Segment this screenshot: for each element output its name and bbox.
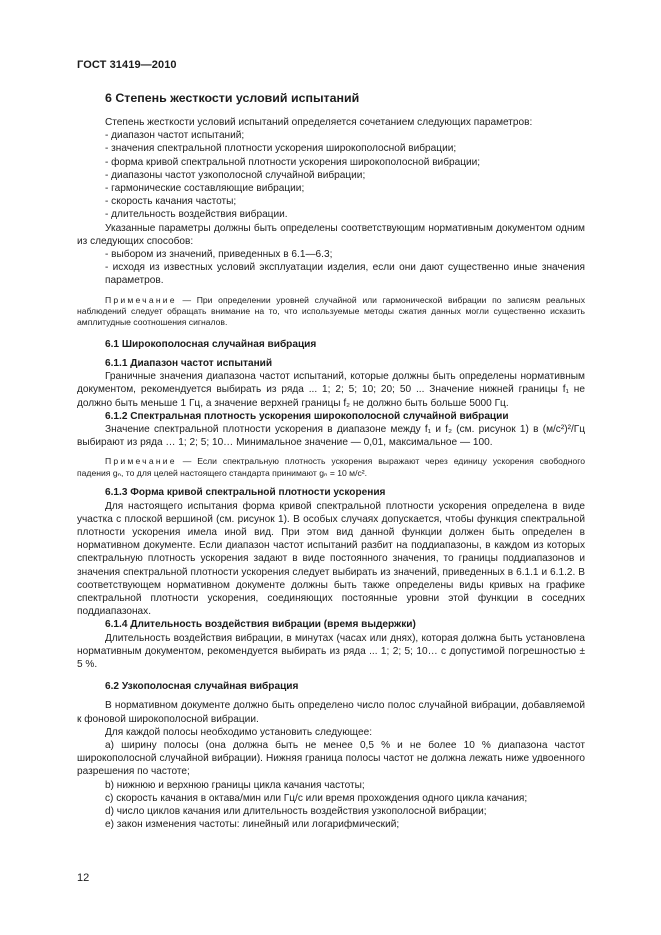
paragraph: Степень жесткости условий испытаний определяется сочетанием следующих параметров: [105,117,533,128]
note [77,295,585,329]
paragraph: Длительность воздействия вибрации, в минутах (часах или днях), которая должна быть установлена нормативным документом, рекомендуется выбирать из ряда ... 1; 2; 5; 10… с допустимой погрешностью ± 5 %. [77,632,585,670]
document-body [77,90,585,831]
list-item: b) нижнюю и верхнюю границы цикла качания частоты; [105,779,365,791]
paragraph: В нормативном документе должно быть определено число полос случайной вибрации, добавляемой к фоновой широкополосной вибрации. [77,700,585,725]
list-item: - диапазоны частот узкополосной случайной вибрации; [105,169,366,181]
list-item: а) ширину полосы (она должна быть не менее 0,5 % и не более 10 % диапазона частот широкополосной случайной вибрации). Нижняя граница полосы частот не должна лежать ниже удвоенного разрешения по частоте; [77,739,585,778]
note-label: Примечание [105,294,177,305]
section-6-1-2-title: 6.1.2 Спектральная плотность ускорения широкополосной случайной вибрации [105,410,509,422]
list-item: d) число циклов качания или длительность воздействия узкополосной вибрации; [105,805,487,817]
note-text: — При определении уровней случайной или гармонической вибрации по записям реальных наблюдений следует обращать внимание на то, что используемые методы сжатия данных могли существенно исказить амплитудные соотношения сигналов. [77,294,585,328]
section-6-1-3-title: 6.1.3 Форма кривой спектральной плотности ускорения [105,487,386,499]
list-item: - форма кривой спектральной плотности ускорения широкополосной вибрации; [105,156,481,168]
section-6-1-title: 6.1 Широкополосная случайная вибрация [105,338,317,350]
section-6-2-title: 6.2 Узкополосная случайная вибрация [105,681,299,693]
paragraph: Для каждой полосы необходимо установить следующее: [105,726,373,738]
list-item: - гармонические составляющие вибрации; [105,183,305,195]
list-item: e) закон изменения частоты: линейный или логарифмический; [105,819,400,831]
list-item: - скорость качания частоты; [105,196,237,208]
list-item: - длительность воздействия вибрации. [105,209,288,221]
note-text: — Если спектральную плотность ускорения выражают через единицу ускорения свободного падения gₙ, то для целей настоящего стандарта принимают gₙ = 10 м/с². [77,456,585,478]
list-item: - исходя из известных условий эксплуатации изделия, если они дают существенно иные значения параметров. [105,262,585,287]
page-number: 12 [77,872,90,884]
list-item: - значения спектральной плотности ускорения широкополосной вибрации; [105,143,457,155]
list-item: c) скорость качания в октава/мин или Гц/с или время прохождения одного цикла качания; [105,792,528,804]
paragraph: Указанные параметры должны быть определены соответствующим нормативным документом одним из следующих способов: [77,222,585,247]
document-header: ГОСТ 31419—2010 [77,59,177,71]
section-6-1-4-title: 6.1.4 Длительность воздействия вибрации (время выдержки) [105,619,416,631]
section-6-1-1-title: 6.1.1 Диапазон частот испытаний [105,358,273,370]
paragraph: Для настоящего испытания форма кривой спектральной плотности ускорения определена в виде участка с плоской вершиной (см. рисунок 1). В особых случаях допускается, чтобы функция спектральной плотности ускорения имела иной вид. При этом вид данной функции должен быть определен в нормативном документе. Если диапазон частот испытаний разбит на поддиапазоны, в каждом из которых спектральную плотность ускорения задают в виде постоянного значения, то границы поддиапазонов и значения спектральной плотности ускорения следует выбирать из значений, приведенных в 6.1.1 и 6.1.2. В соответствующем нормативном документе должны быть также определены виды кривых на графике спектральной плотности ускорения, соединяющих постоянные уровни этой функции в соседних поддиапазонах. [77,500,585,618]
note-label: Примечание [105,456,177,467]
list-item: - диапазон частот испытаний; [105,130,245,142]
paragraph: Значение спектральной плотности ускорения в диапазоне между f₁ и f₂ (см. рисунок 1) в (м/с²)²/Гц выбирают из ряда … 1; 2; 5; 10… Минимальное значение — 0,01, максимальное — 100. [77,424,585,449]
list-item: - выбором из значений, приведенных в 6.1—6.3; [105,249,333,261]
note [77,456,585,479]
section-6-title: 6 Степень жесткости условий испытаний [105,91,360,105]
paragraph: Граничные значения диапазона частот испытаний, которые должны быть определены нормативным документом, рекомендуется выбирать из ряда ... 1; 2; 5; 10; 20; 50 ... Значение нижней границы f₁ не должно быть меньше 1 Гц, а значение верхней границы f₂ не должно быть больше 5000 Гц. [77,371,585,409]
